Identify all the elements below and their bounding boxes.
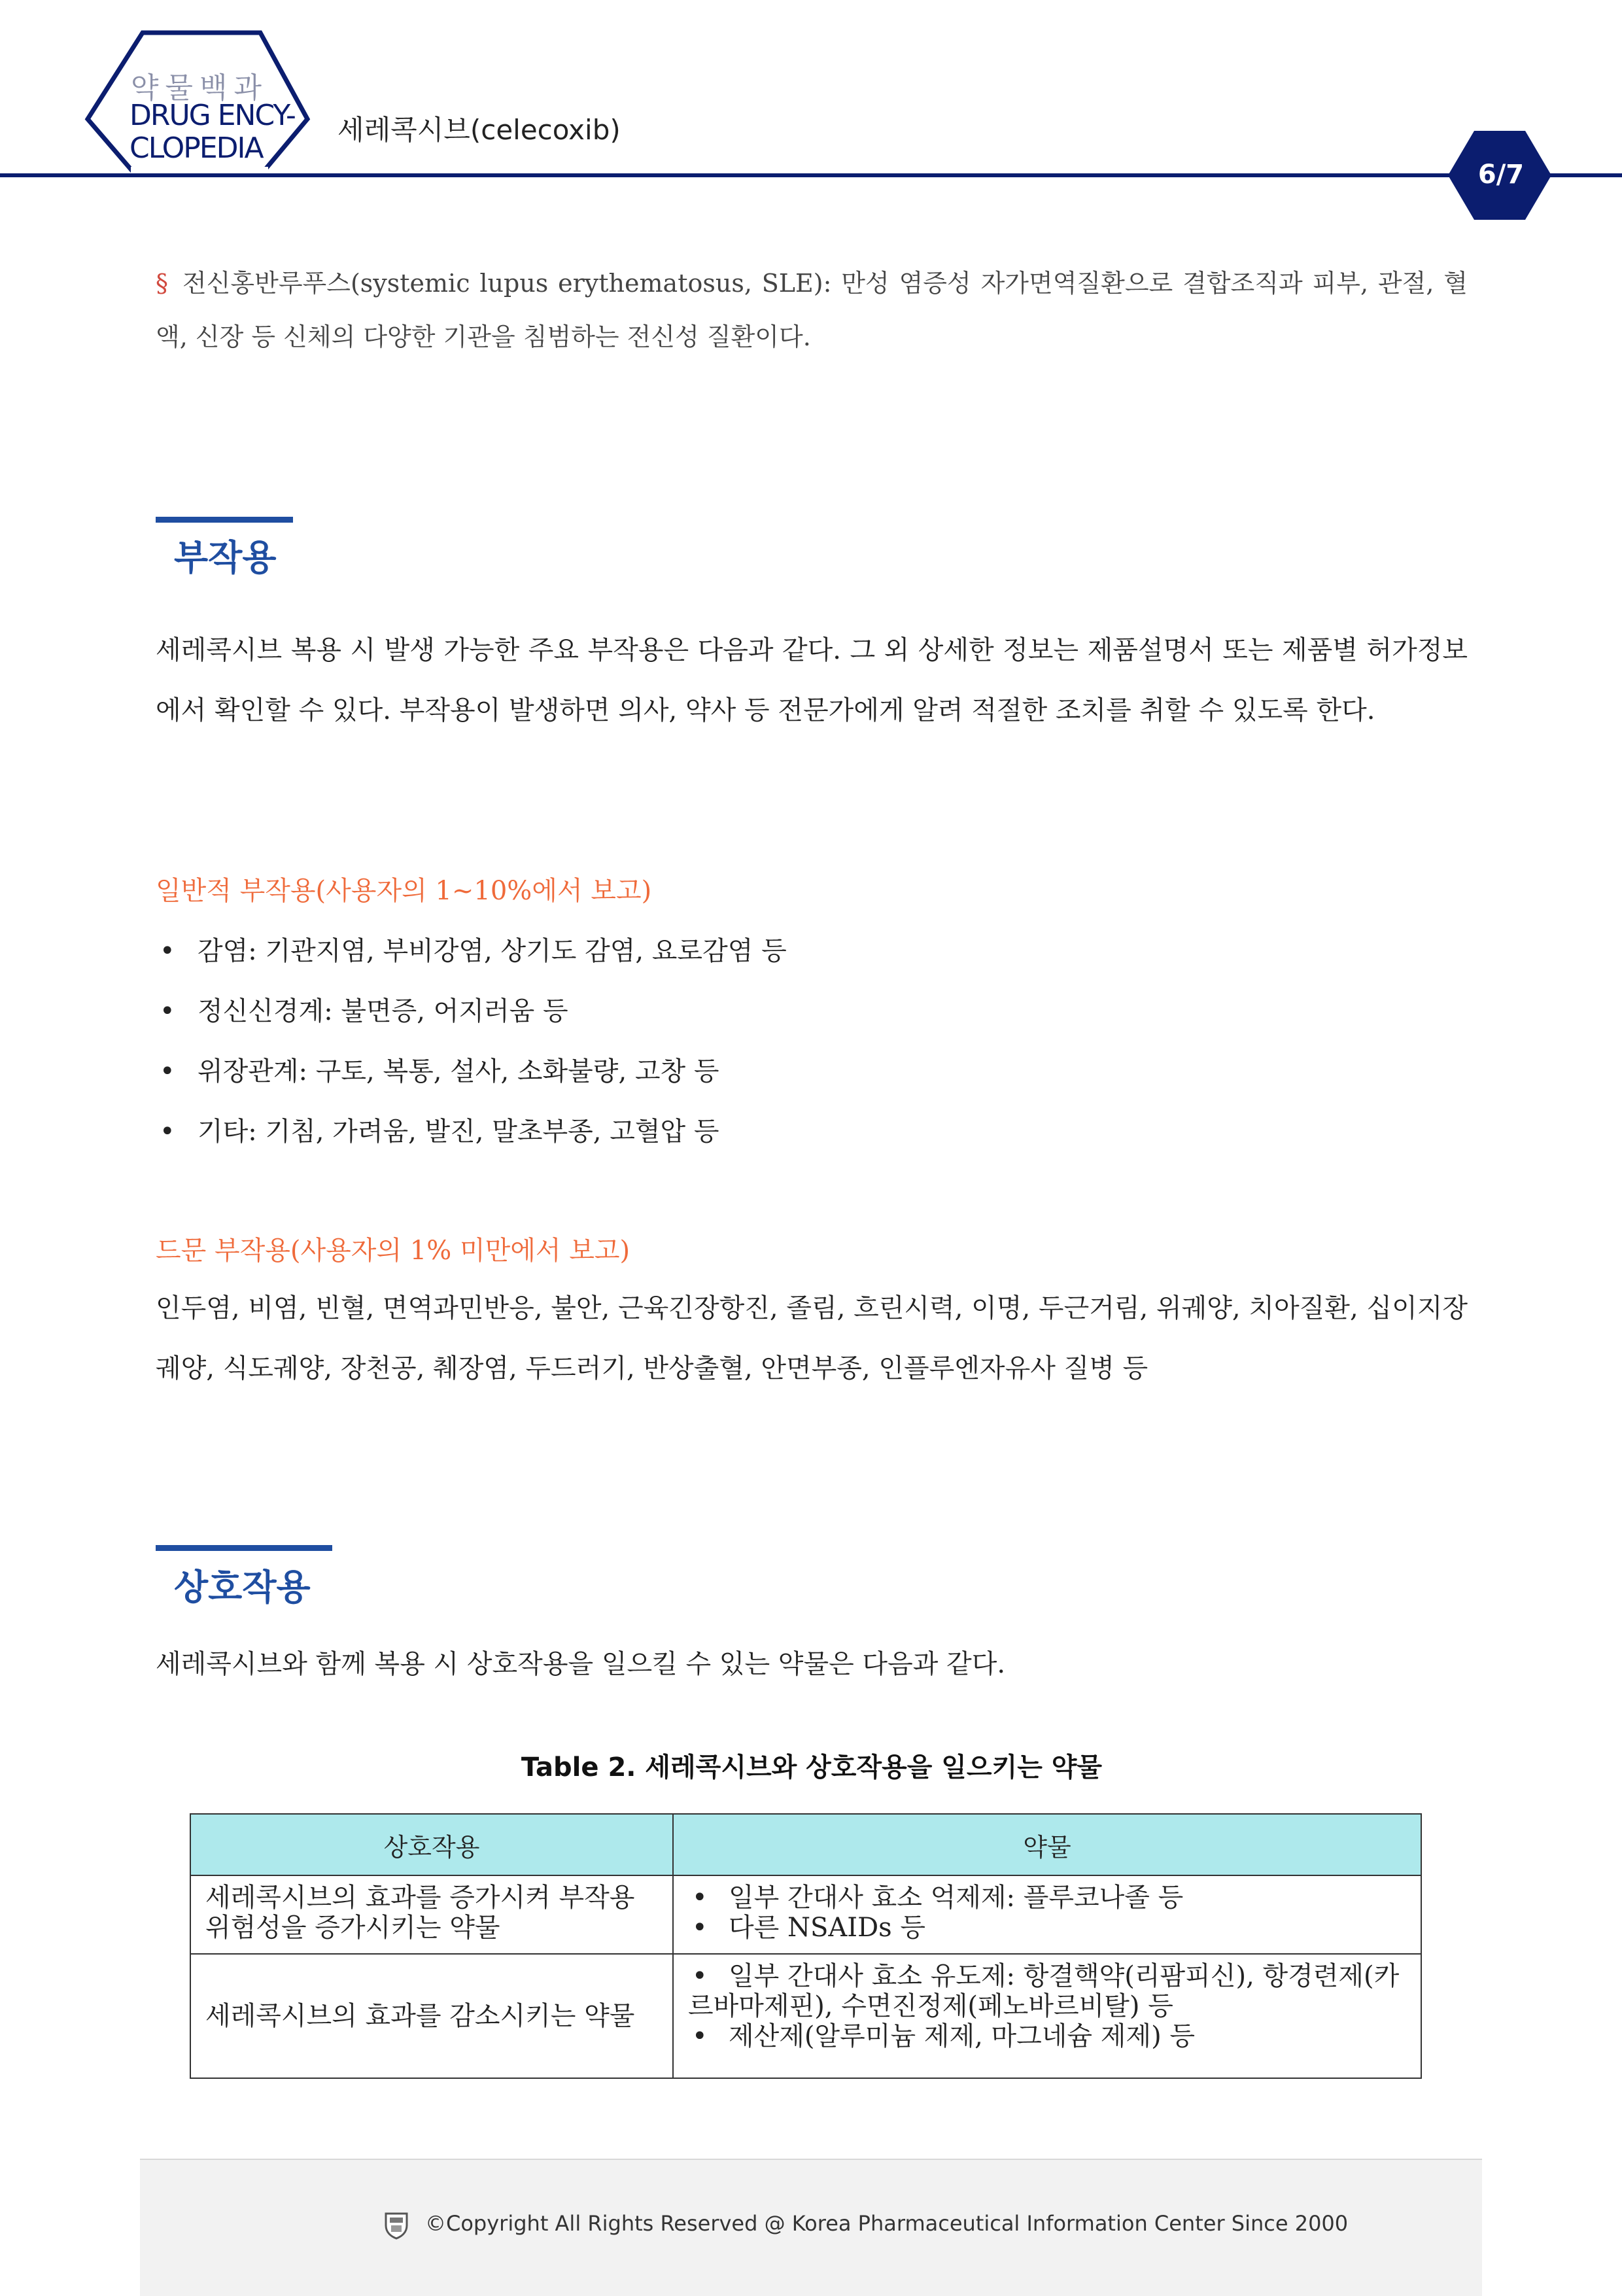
list-item: • 일부 간대사 효소 유도제: 항결핵약(리팜피신), 항경련제(카르바마제핀), 수면진정제(페노바르비탈) 등 — [688, 1961, 1406, 2021]
list-item: • 기타: 기침, 가려움, 발진, 말초부종, 고혈압 등 — [156, 1108, 787, 1168]
column-header: 약물 — [673, 1814, 1421, 1875]
interactions-intro: 세레콕시브와 함께 복용 시 상호작용을 일으킬 수 있는 약물은 다음과 같다. — [156, 1649, 1006, 1679]
table-cell-effect: 세레콕시브의 효과를 증가시켜 부작용 위험성을 증가시키는 약물 — [190, 1875, 673, 1954]
table-caption: Table 2. 세레콕시브와 상호작용을 일으키는 약물 — [521, 1752, 1103, 1783]
list-item: • 정신신경계: 불면증, 어지러움 등 — [156, 988, 787, 1048]
list-item: • 제산제(알루미늄 제제, 마그네슘 제제) 등 — [688, 2021, 1406, 2051]
logo-english-line2: CLOPEDIA — [129, 131, 263, 165]
table-cell-effect: 세레콕시브의 효과를 감소시키는 약물 — [190, 1954, 673, 2078]
definition-note — [156, 256, 1468, 364]
shield-logo-icon — [383, 2211, 409, 2240]
section-bar-interactions — [156, 1545, 332, 1551]
logo-english — [129, 99, 295, 165]
section-bar-side-effects — [156, 517, 293, 523]
section-marker: § — [156, 269, 168, 298]
logo-english-line1: DRUG ENCY- — [129, 99, 295, 132]
rare-side-effects-heading: 드문 부작용(사용자의 1% 미만에서 보고) — [156, 1236, 630, 1266]
table-header-row — [190, 1814, 1421, 1875]
table-cell-drugs — [673, 1954, 1421, 2078]
page-number: 6/7 — [1477, 160, 1525, 190]
table-row — [190, 1954, 1421, 2078]
copyright-text: ©Copyright All Rights Reserved @ Korea Pharmaceutical Information Center Since 2000 — [425, 2211, 1349, 2236]
drug-list — [688, 1883, 1406, 1943]
section-title-side-effects: 부작용 — [174, 537, 277, 578]
column-header: 상호작용 — [190, 1814, 673, 1875]
note-text: 전신홍반루푸스(systemic lupus erythematosus, SLE): 만성 염증성 자가면역질환으로 결합조직과 피부, 관절, 혈액, 신장 등 신체의 다양한 기관을 침범하는 전신성 질환이다. — [156, 269, 1468, 351]
drug-list — [688, 1961, 1406, 2051]
list-item: • 위장관계: 구토, 복통, 설사, 소화불량, 고창 등 — [156, 1048, 787, 1108]
list-item: • 감염: 기관지염, 부비강염, 상기도 감염, 요로감염 등 — [156, 928, 787, 988]
table-cell-drugs — [673, 1875, 1421, 1954]
list-item: • 일부 간대사 효소 억제제: 플루코나졸 등 — [688, 1883, 1406, 1913]
table-row — [190, 1875, 1421, 1954]
interaction-table — [190, 1813, 1422, 2079]
document-title: 세레콕시브(celecoxib) — [337, 114, 621, 146]
list-item: • 다른 NSAIDs 등 — [688, 1913, 1406, 1943]
section-title-interactions: 상호작용 — [174, 1567, 311, 1608]
side-effects-intro: 세레콕시브 복용 시 발생 가능한 주요 부작용은 다음과 같다. 그 외 상세한 정보는 제품설명서 또는 제품별 허가정보에서 확인할 수 있다. 부작용이 발생하면 의사, 약사 등 전문가에게 알려 적절한 조치를 취할 수 있도록 한다. — [156, 635, 1468, 725]
rare-side-effects-text: 인두염, 비염, 빈혈, 면역과민반응, 불안, 근육긴장항진, 졸림, 흐린시력, 이명, 두근거림, 위궤양, 치아질환, 십이지장궤양, 식도궤양, 장천공, 췌장염, 두드러기, 반상출혈, 안면부종, 인플루엔자유사 질병 등 — [156, 1293, 1468, 1383]
logo-korean: 약물백과 — [131, 71, 269, 105]
common-side-effects-heading: 일반적 부작용(사용자의 1~10%에서 보고) — [156, 876, 652, 906]
common-side-effects-list — [156, 928, 787, 1168]
